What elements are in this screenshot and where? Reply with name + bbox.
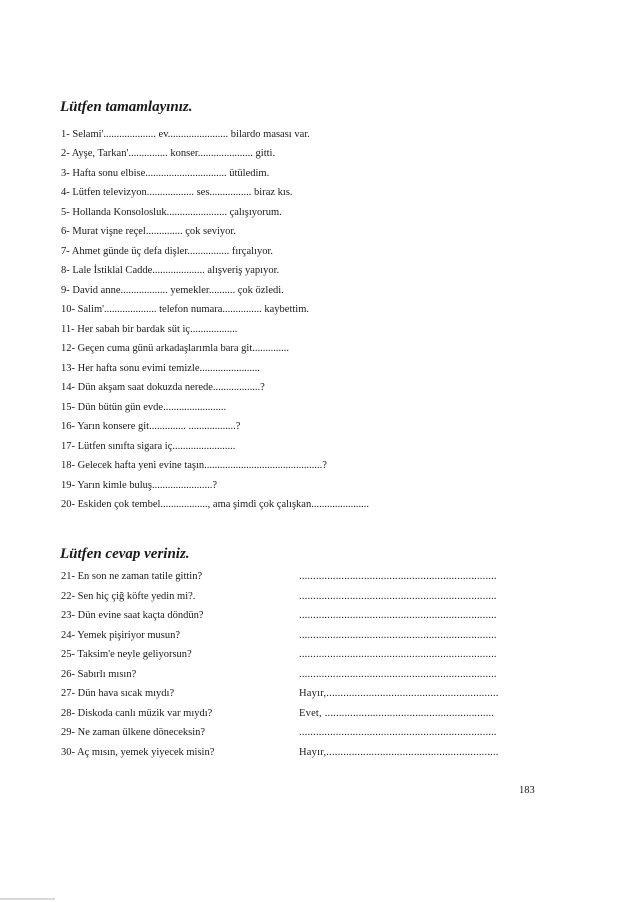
page-number: 183 — [519, 785, 535, 796]
exercise-line-14: 14- Dün akşam saat dokuzda nerede..................? — [61, 382, 265, 393]
answer-line-26: ...................................................................... — [299, 669, 497, 680]
answer-line-30: Hayır,............................................................. — [299, 747, 499, 758]
exercise-line-16: 16- Yarın konsere git.............. ..................? — [61, 421, 241, 432]
section2-title: Lütfen cevap veriniz. — [60, 546, 190, 562]
answer-line-23: ...................................................................... — [299, 610, 497, 621]
scan-edge-mark — [0, 898, 55, 900]
exercise-line-6: 6- Murat vişne reçel.............. çok seviyor. — [61, 226, 236, 237]
exercise-line-7: 7- Ahmet günde üç defa dişler................ fırçalıyor. — [61, 246, 273, 257]
exercise-line-5: 5- Hollanda Konsolosluk....................... çalışıyorum. — [61, 207, 282, 218]
question-25: 25- Taksim'e neyle geliyorsun? — [61, 649, 192, 660]
answer-line-28: Evet, ............................................................ — [299, 708, 495, 719]
section1-title: Lütfen tamamlayınız. — [60, 99, 193, 115]
question-21: 21- En son ne zaman tatile gittin? — [61, 571, 203, 582]
answer-line-25: ...................................................................... — [299, 649, 497, 660]
answer-line-21: ...................................................................... — [299, 571, 497, 582]
question-22: 22- Sen hiç çiğ köfte yedin mi?. — [61, 591, 196, 602]
question-26: 26- Sabırlı mısın? — [61, 669, 137, 680]
exercise-line-3: 3- Hafta sonu elbise............................... ütüledim. — [61, 168, 270, 179]
exercise-line-19: 19- Yarın kimle buluş.......................? — [61, 480, 218, 491]
exercise-line-17: 17- Lütfen sınıfta sigara iç........................ — [61, 441, 236, 452]
exercise-line-13: 13- Her hafta sonu evimi temizle....................... — [61, 363, 260, 374]
question-24: 24- Yemek pişiriyor musun? — [61, 630, 180, 641]
answer-line-29: ...................................................................... — [299, 727, 497, 738]
exercise-line-8: 8- Lale İstiklal Cadde.................... alışveriş yapıyor. — [61, 265, 280, 276]
question-29: 29- Ne zaman ülkene döneceksin? — [61, 727, 206, 738]
answer-line-24: ...................................................................... — [299, 630, 497, 641]
exercise-line-10: 10- Salim'.................... telefon numara............... kaybettim. — [61, 304, 310, 315]
question-23: 23- Dün evine saat kaçta döndün? — [61, 610, 204, 621]
exercise-line-11: 11- Her sabah bir bardak süt iç.................. — [61, 324, 238, 335]
exercise-line-20: 20- Eskiden çok tembel.................., ama şimdi çok çalışkan...................... — [61, 499, 369, 510]
exercise-line-18: 18- Gelecek hafta yeni evine taşın.............................................? — [61, 460, 327, 471]
question-30: 30- Aç mısın, yemek yiyecek misin? — [61, 747, 215, 758]
answer-line-27: Hayır,............................................................. — [299, 688, 499, 699]
question-28: 28- Diskoda canlı müzik var mıydı? — [61, 708, 213, 719]
exercise-line-9: 9- David anne.................. yemekler.......... çok özledi. — [61, 285, 284, 296]
exercise-line-15: 15- Dün bütün gün evde........................ — [61, 402, 227, 413]
exercise-line-2: 2- Ayşe, Tarkan'............... konser..................... gitti. — [61, 148, 276, 159]
exercise-line-4: 4- Lütfen televizyon.................. ses................ biraz kıs. — [61, 187, 293, 198]
exercise-line-12: 12- Geçen cuma günü arkadaşlarımla bara git.............. — [61, 343, 290, 354]
question-27: 27- Dün hava sıcak mıydı? — [61, 688, 175, 699]
answer-line-22: ...................................................................... — [299, 591, 497, 602]
exercise-line-1: 1- Selami'.................... ev....................... bilardo masası var. — [61, 129, 310, 140]
